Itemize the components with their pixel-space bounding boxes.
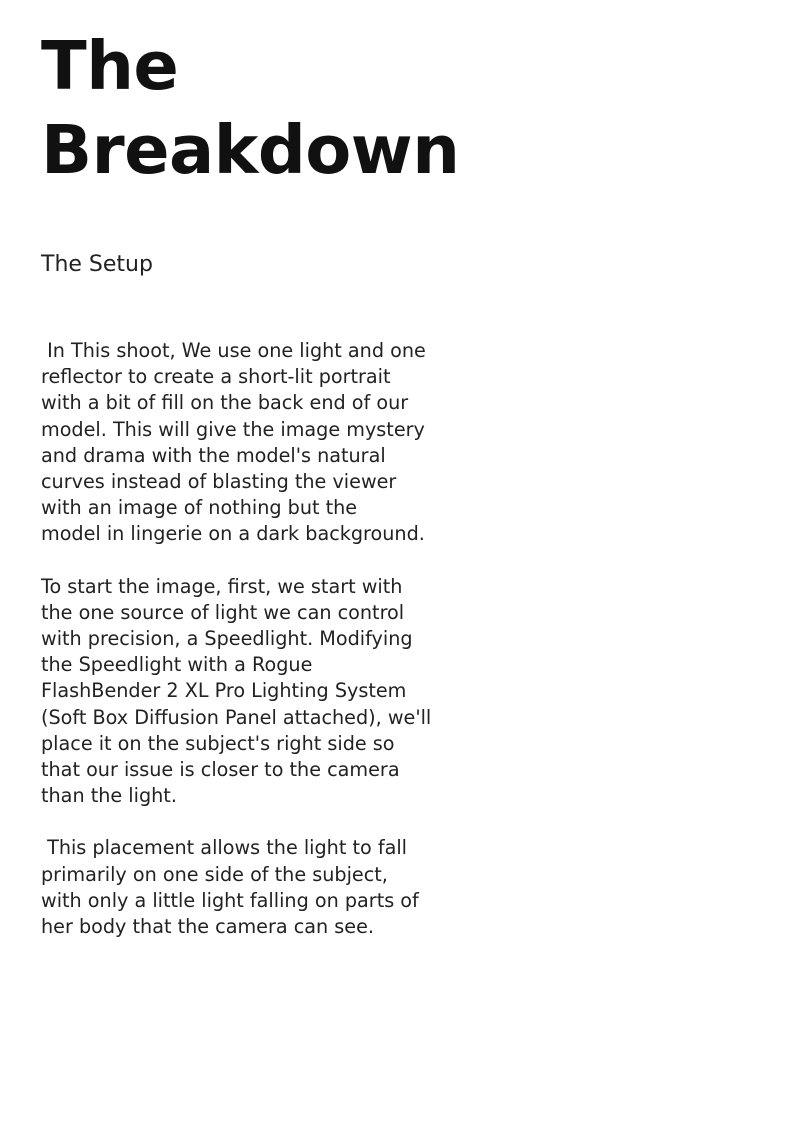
- section-heading: The Setup: [41, 252, 153, 277]
- paragraph-1: [41, 338, 501, 548]
- page-title: [41, 24, 501, 192]
- text-line: In This shoot, We use one light and one: [41, 339, 426, 362]
- text-line: This placement allows the light to fall: [41, 836, 408, 860]
- text-line: with only a little light falling on parts of: [41, 888, 419, 912]
- text-line: her body that the camera can see.: [41, 915, 374, 939]
- text-line: model. This will give the image mystery: [41, 417, 425, 441]
- text-line: reflector to create a short-lit portrait: [41, 365, 391, 389]
- body-text: [41, 338, 501, 966]
- text-line: primarily on one side of the subject,: [41, 862, 388, 886]
- text-line: curves instead of blasting the viewer: [41, 470, 397, 494]
- text-line: with precision, a Speedlight. Modifying: [41, 627, 413, 651]
- page-title-line-1: The: [41, 27, 179, 105]
- paragraph-3: [41, 835, 501, 940]
- text-line: FlashBender 2 XL Pro Lighting System: [41, 679, 407, 703]
- text-line: model in lingerie on a dark background.: [41, 522, 425, 546]
- paragraph-2: [41, 574, 501, 810]
- text-line: than the light.: [41, 784, 177, 808]
- text-line: with a bit of fill on the back end of our: [41, 391, 409, 415]
- text-line: that our issue is closer to the camera: [41, 758, 400, 782]
- text-line: the one source of light we can control: [41, 600, 405, 624]
- text-line: (Soft Box Diffusion Panel attached), we'll: [41, 705, 432, 729]
- text-line: place it on the subject's right side so: [41, 731, 395, 755]
- page-title-line-2: Breakdown: [41, 111, 460, 189]
- text-line: To start the image, first, we start with: [41, 574, 403, 598]
- text-line: the Speedlight with a Rogue: [41, 653, 313, 677]
- text-line: and drama with the model's natural: [41, 443, 386, 467]
- text-line: with an image of nothing but the: [41, 496, 358, 520]
